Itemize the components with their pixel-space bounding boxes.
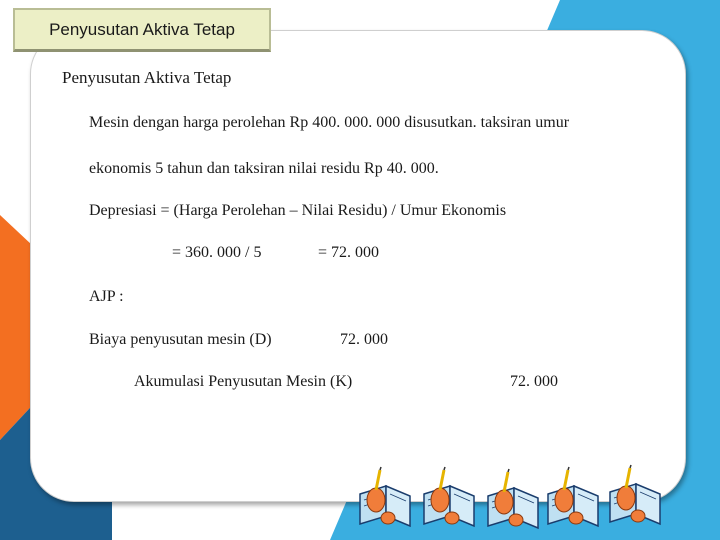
paragraph-line-1: Mesin dengan harga perolehan Rp 400. 000. 000 disusutkan. taksiran umur [89,114,570,131]
reading-mascot-icon [610,465,660,524]
calculation-line: = 360. 000 / 5 [172,244,262,261]
journal-debit-account: Biaya penyusutan mesin (D) [89,331,272,348]
journal-credit-account: Akumulasi Penyusutan Mesin (K) [134,373,353,390]
reading-mascot-icon [424,467,474,526]
title-box: Penyusutan Aktiva Tetap [13,8,271,52]
mascot-row [356,462,686,532]
journal-debit-amount: 72. 000 [340,331,388,348]
reading-mascot-icon [360,467,410,526]
reading-mascot-icon [488,469,538,528]
formula-line: Depresiasi = (Harga Perolehan – Nilai Residu) / Umur Ekonomis [89,202,507,219]
paragraph-line-2: ekonomis 5 tahun dan taksiran nilai residu Rp 40. 000. [89,160,439,177]
result-value: = 72. 000 [318,244,380,261]
ajp-label: AJP : [89,288,124,305]
slide-card [30,30,686,502]
slide-subtitle: Penyusutan Aktiva Tetap [62,68,232,87]
reading-mascot-icon [548,467,598,526]
journal-credit-amount: 72. 000 [510,373,558,390]
